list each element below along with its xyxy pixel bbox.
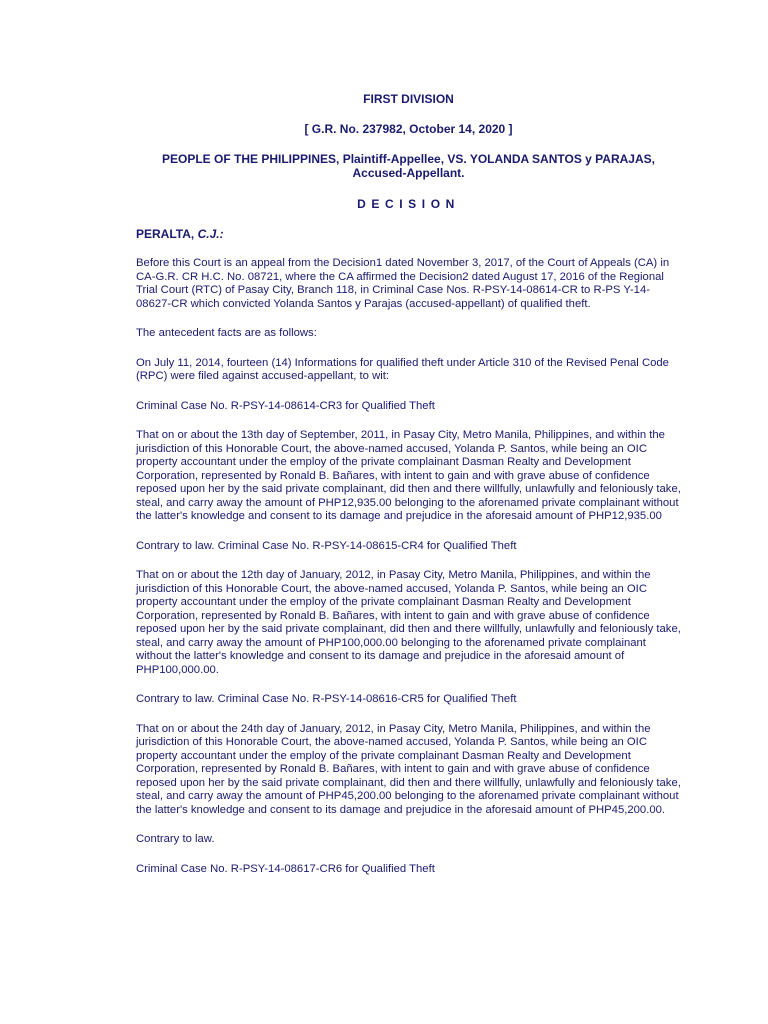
case-heading-08617: Criminal Case No. R-PSY-14-08617-CR6 for Qualified Theft: [136, 862, 435, 875]
information-08614: That on or about the 13th day of September, 2011, in Pasay City, Metro Manila, Philippines, and within the jurisdiction of this Honorable Court, the above-named accused, Yolanda P. Santos, while being an OIC property accountant under the employ of the private complainant Dasman Realty and Development Corporation, represented by Ronald B. Bañares, with intent to gain and with grave abuse of confidence reposed upon her by the said private complainant, did then and there willfully, unlawfully and feloniously take, steal, and carry away the amount of PHP12,935.00 belonging to the aforenamed private complainant without the latter's knowledge and consent to its damage and prejudice in the aforesaid amount of PHP12,935.00: [136, 429, 681, 522]
case-heading-08616: Contrary to law. Criminal Case No. R-PSY-14-08616-CR5 for Qualified Theft: [136, 693, 517, 705]
information-08616: That on or about the 24th day of January, 2012, in Pasay City, Metro Manila, Philippines, and within the jurisdiction of this Honorable Court, the above-named accused, Yolanda P. Santos, while being an OIC property accountant under the employ of the private complainant Dasman Realty and Development Corporation, represented by Ronald B. Bañares, with intent to gain and with grave abuse of confidence reposed upon her by the said private complainant, did then and there willfully, unlawfully and feloniously take, steal, and carry away the amount of PHP45,200.00 belonging to the aforenamed private complainant without the latter's knowledge and consent to its damage and prejudice in the aforesaid amount of PHP45,200.00.: [136, 722, 681, 816]
paragraph-intro: Before this Court is an appeal from the Decision1 dated November 3, 2017, of the Court of Appeals (CA) in CA-G.R. CR H.C. No. 08721, where the CA affirmed the Decision2 dated August 17, 2016 of the Regional Trial Court (RTC) of Pasay City, Branch 118, in Criminal Case Nos. R-PSY-14-08614-CR to R-PS Y-14-08627-CR which convicted Yolanda Santos y Parajas (accused-appellant) of qualified theft.: [136, 257, 670, 310]
ponente-title: C.J.:: [197, 227, 224, 241]
paragraph-informations: On July 11, 2014, fourteen (14) Informations for qualified theft under Article 310 of the Revised Penal Code (RPC) were filed against accused-appellant, to wit:: [136, 356, 669, 382]
case-heading-08615: Contrary to law. Criminal Case No. R-PSY-14-08615-CR4 for Qualified Theft: [136, 539, 517, 552]
information-08615: That on or about the 12th day of January, 2012, in Pasay City, Metro Manila, Philippines, and within the jurisdiction of this Honorable Court, the above-named accused, Yolanda P. Santos, while being an OIC property accountant under the employ of the private complainant Dasman Realty and Development Corporation, represented by Ronald B. Bañares, with intent to gain and with grave abuse of confidence reposed upon her by the said private complainant, did then and there willfully, unlawfully and feloniously take, steal, and carry away the amount of PHP100,000.00 belonging to the aforenamed private complainant without the latter's knowledge and consent to its damage and prejudice in the aforesaid amount of PHP100,000.00.: [136, 569, 681, 676]
decision-heading: DECISION: [357, 197, 460, 211]
case-number: [ G.R. No. 237982, October 14, 2020 ]: [304, 122, 513, 136]
paragraph-antecedent-facts: The antecedent facts are as follows:: [136, 327, 317, 339]
document-page: [136, 92, 681, 876]
case-parties: PEOPLE OF THE PHILIPPINES, Plaintiff-Appellee, VS. YOLANDA SANTOS y PARAJAS, Accused-Appellant.: [162, 152, 655, 180]
ponente-name: PERALTA,: [136, 227, 198, 241]
division-heading: FIRST DIVISION: [363, 92, 454, 106]
ponente: [136, 227, 681, 241]
case-heading-08614: Criminal Case No. R-PSY-14-08614-CR3 for Qualified Theft: [136, 399, 435, 412]
contrary-to-law: Contrary to law.: [136, 833, 215, 845]
